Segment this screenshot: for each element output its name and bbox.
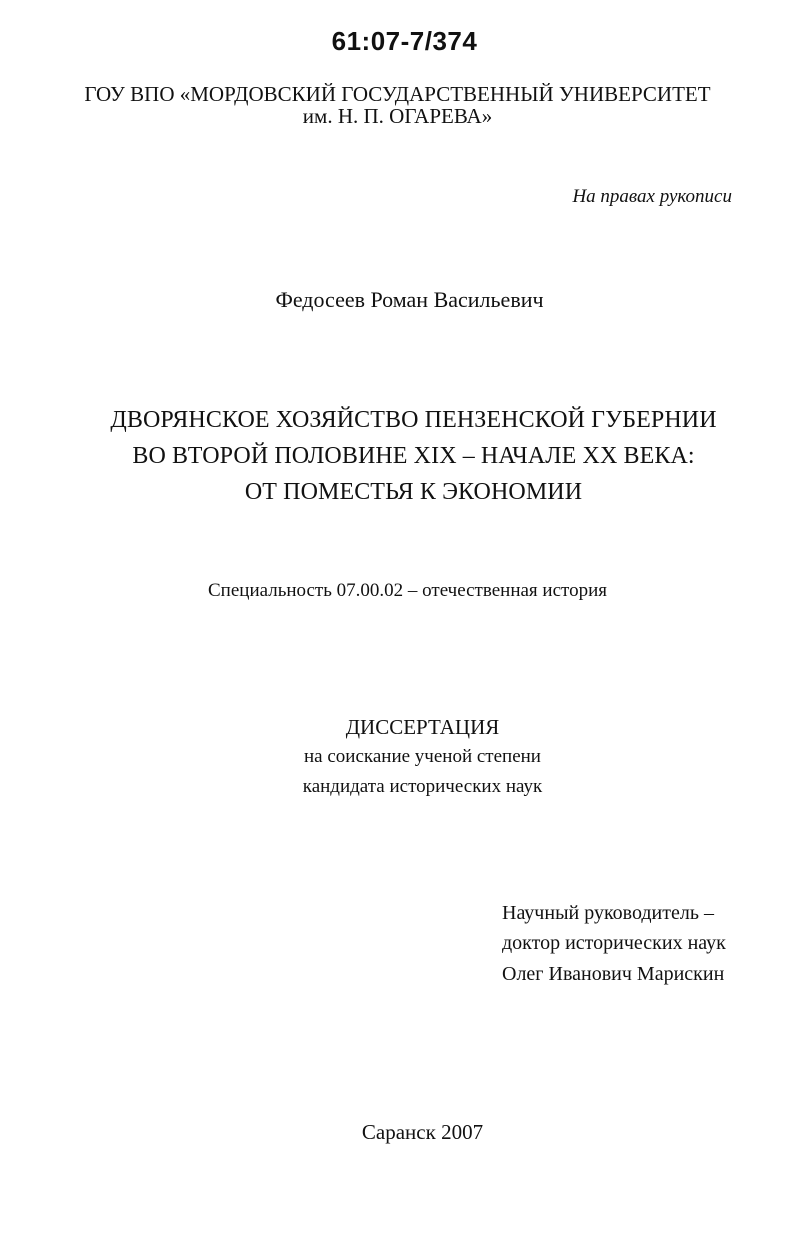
institution-name-line-2: им. Н. П. ОГАРЕВА» xyxy=(302,104,493,128)
author-name: Федосеев Роман Васильевич xyxy=(275,287,544,312)
specialty-line: Специальность 07.00.02 – отечественная история xyxy=(208,580,607,601)
institution-name-line-1: ГОУ ВПО «МОРДОВСКИЙ ГОСУДАРСТВЕННЫЙ УНИВЕРСИТЕТ xyxy=(84,82,711,106)
supervisor-line-2: доктор исторических наук xyxy=(502,932,726,954)
dissertation-title-line-3: ОТ ПОМЕСТЬЯ К ЭКОНОМИИ xyxy=(244,479,583,505)
dissertation-title-line-1: ДВОРЯНСКОЕ ХОЗЯЙСТВО ПЕНЗЕНСКОЙ ГУБЕРНИИ xyxy=(110,407,717,433)
dissertation-heading: ДИССЕРТАЦИЯ xyxy=(345,715,500,739)
catalog-number: 61:07-7/374 xyxy=(331,26,478,56)
supervisor-line-1: Научный руководитель – xyxy=(502,902,714,924)
supervisor-line-3: Олег Иванович Марискин xyxy=(502,963,725,985)
degree-line-2: кандидата исторических наук xyxy=(302,776,543,797)
manuscript-rights-note: На правах рукописи xyxy=(572,186,732,207)
city-year: Саранск 2007 xyxy=(361,1120,484,1144)
degree-line-1: на соискание ученой степени xyxy=(304,746,541,767)
dissertation-title-line-2: ВО ВТОРОЙ ПОЛОВИНЕ XIX – НАЧАЛЕ XX ВЕКА: xyxy=(132,443,695,469)
